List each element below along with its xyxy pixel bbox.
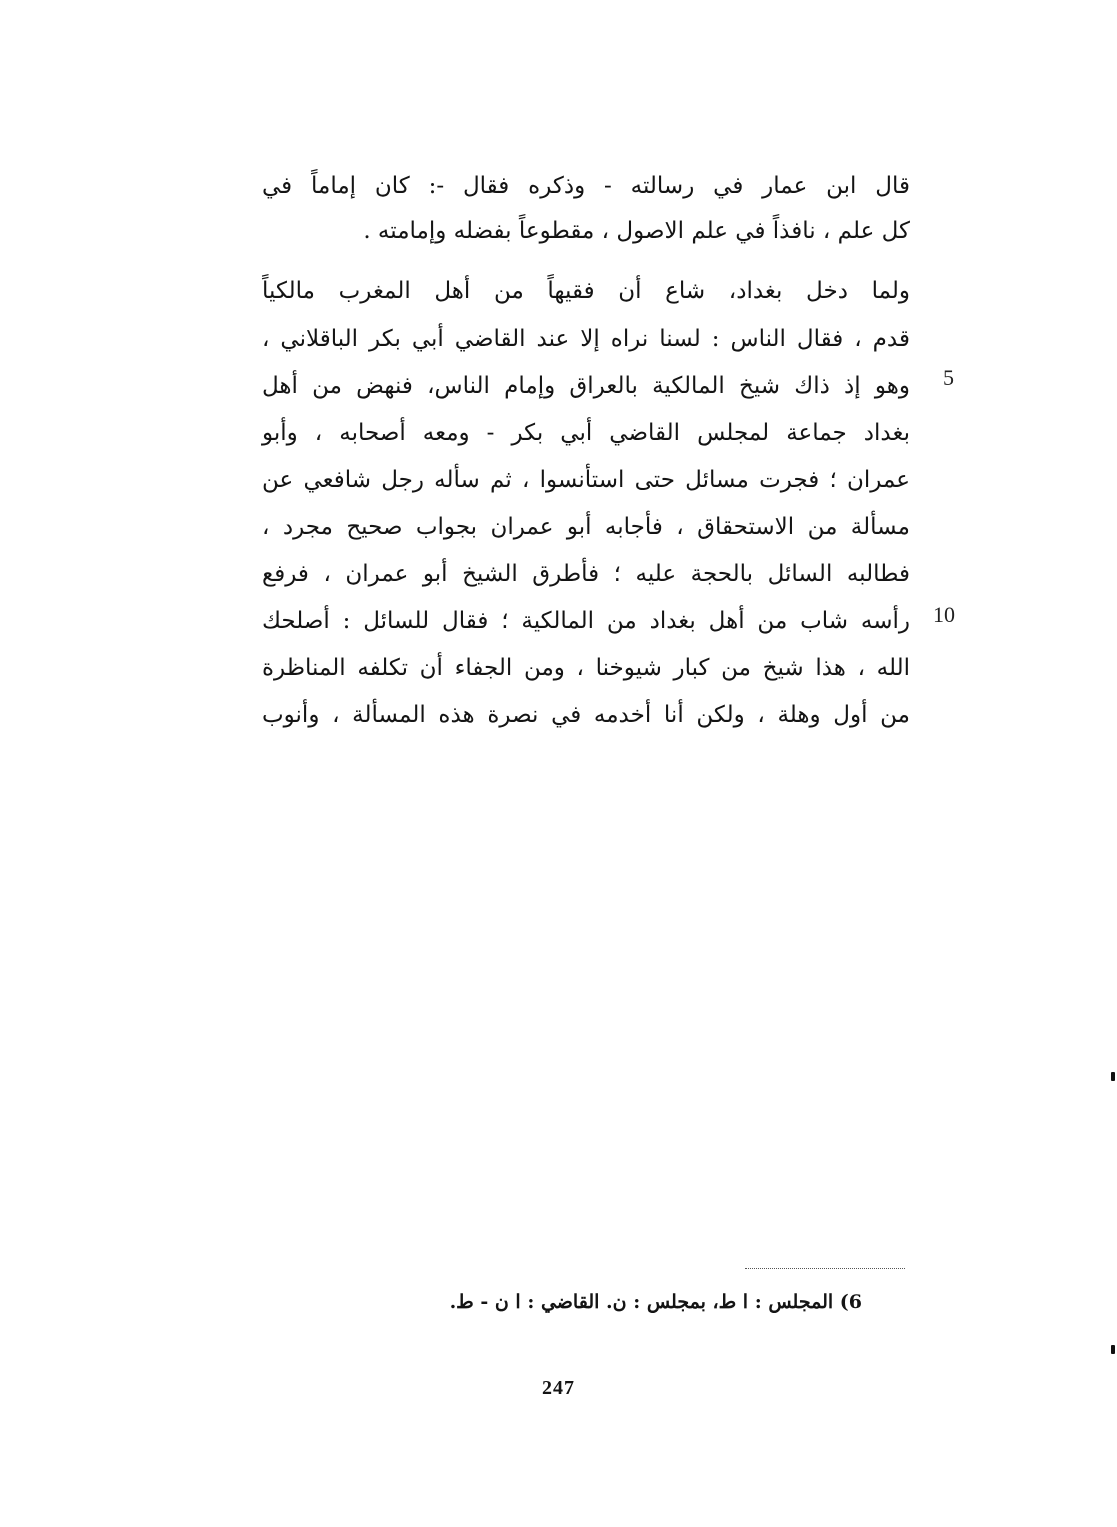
- footnote-divider: [745, 1268, 905, 1269]
- scan-edge-mark: [1111, 1345, 1115, 1354]
- footnote: 6) المجلس : ا ط، بمجلس : ن. القاضي : ا ن - ط.: [449, 1291, 862, 1313]
- scan-edge-mark: [1111, 1072, 1115, 1081]
- text-line: الله ، هذا شيخ من كبار شيوخنا ، ومن الجفاء أن تكلفه المناظرة: [262, 655, 910, 681]
- text-line: فطالبه السائل بالحجة عليه ؛ فأطرق الشيخ أبو عمران ، فرفع: [262, 561, 910, 587]
- text-line: وهو إذ ذاك شيخ المالكية بالعراق وإمام الناس، فنهض من أهل: [262, 373, 910, 399]
- line-number-10: 10: [933, 602, 955, 627]
- text-line: عمران ؛ فجرت مسائل حتى استأنسوا ، ثم سأله رجل شافعي عن: [262, 467, 910, 493]
- text-line: ولما دخل بغداد، شاع أن فقيهاً من أهل المغرب مالكياً: [262, 278, 910, 304]
- text-line: كل علم ، نافذاً في علم الاصول ، مقطوعاً بفضله وإمامته .: [363, 218, 910, 244]
- text-line: قدم ، فقال الناس : لسنا نراه إلا عند القاضي أبي بكر الباقلاني ،: [262, 326, 910, 352]
- page-number: 247: [542, 1377, 575, 1399]
- line-number-5: 5: [943, 365, 954, 390]
- text-line: بغداد جماعة لمجلس القاضي أبي بكر - ومعه أصحابه ، وأبو: [262, 420, 910, 446]
- text-line: قال ابن عمار في رسالته - وذكره فقال -: كان إماماً في: [262, 173, 910, 199]
- text-line: مسألة من الاستحقاق ، فأجابه أبو عمران بجواب صحيح مجرد ،: [262, 514, 910, 540]
- text-line: رأسه شاب من أهل بغداد من المالكية ؛ فقال للسائل : أصلحك: [262, 608, 910, 634]
- text-line: من أول وهلة ، ولكن أنا أخدمه في نصرة هذه المسألة ، وأنوب: [262, 702, 910, 728]
